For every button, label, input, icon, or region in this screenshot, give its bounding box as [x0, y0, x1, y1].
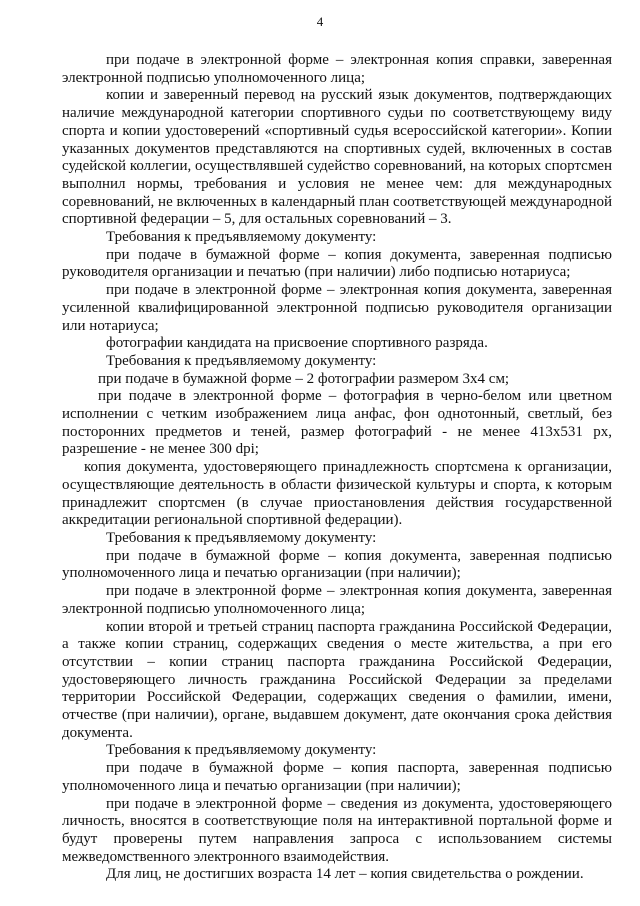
paragraph: Для лиц, не достигших возраста 14 лет – копия свидетельства о рождении. — [106, 866, 584, 883]
paragraph: при подаче в бумажной форме – копия паспорта, заверенная подписью уполномоченного лица и печатью организации (при наличии); — [62, 760, 612, 794]
paragraph: Требования к предъявляемому документу: — [106, 229, 377, 246]
paragraph: при подаче в бумажной форме – копия документа, заверенная подписью уполномоченного лица и печатью организации (при наличии); — [62, 547, 612, 582]
paragraph: фотографии кандидата на присвоение спортивного разряда. — [106, 335, 488, 352]
paragraph: при подаче в электронной форме – электронная копия справки, заверенная электронной подписью уполномоченного лица; — [62, 52, 612, 86]
paragraph: при подаче в бумажной форме – 2 фотографии размером 3х4 см; — [98, 370, 510, 387]
paragraph: при подаче в электронной форме – электронная копия документа, заверенная электронной подписью уполномоченного лица; — [62, 583, 612, 617]
paragraph: при подаче в бумажной форме – копия документа, заверенная подписью руководителя организации и печатью (при наличии) либо подписью нотариуса; — [62, 246, 612, 281]
page-number: 4 — [316, 14, 324, 29]
paragraph: Требования к предъявляемому документу: — [106, 529, 377, 546]
paragraph: Требования к предъявляемому документу: — [106, 352, 377, 369]
paragraph: при подаче в электронной форме – фотография в черно-белом или цветном исполнении с четким изображением лица анфас, фон однотонный, светлый, без посторонних предметов и теней, размер фотографий - не менее 413х531 px, разрешение - не менее 300 dpi; — [62, 388, 612, 458]
paragraph: при подаче в электронной форме – электронная копия документа, заверенная усиленной квалифицированной электронной подписью руководителя организации или нотариуса; — [62, 282, 612, 334]
paragraph: копии и заверенный перевод на русский язык документов, подтверждающих наличие международной категории спортивного судьи по соответствующему виду спорта и копии удостоверений «спортивный судья всероссийской категории». Копии указанных документов представляются на спортивных судей, включенных в состав судейской коллегии, осуществлявшей судейство соревнований, на которых спортсмен выполнил нормы, требования и условия не менее чем: для международных соревнований, не включенных в календарный план соответствующей международной спортивной федерации – 5, для остальных соревнований – 3. — [62, 87, 612, 228]
paragraph: копия документа, удостоверяющего принадлежность спортсмена к организации, осуществляющие деятельность в области физической культуры и спорта, к которым принадлежит спортсмен (в случае приостановления действия государственной аккредитации региональной спортивной федерации). — [62, 459, 612, 529]
paragraph: Требования к предъявляемому документу: — [106, 742, 377, 759]
document-body — [62, 52, 612, 884]
paragraph: при подаче в электронной форме – сведения из документа, удостоверяющего личность, вносятся в соответствующие поля на интерактивной портальной форме и будут проверены путем направления запроса с использованием системы межведомственного электронного взаимодействия. — [62, 795, 612, 865]
paragraph: копии второй и третьей страниц паспорта гражданина Российской Федерации, а также копии страниц, содержащих сведения о месте жительства, а при его отсутствии – копии страниц паспорта гражданина Российской Федерации, удостоверяющего личность гражданина Российской Федерации за пределами территории Российской Федерации, содержащих сведения о фамилии, имени, отчестве (при наличии), органе, выдавшем документ, дате окончания срока действия документа. — [62, 618, 612, 741]
